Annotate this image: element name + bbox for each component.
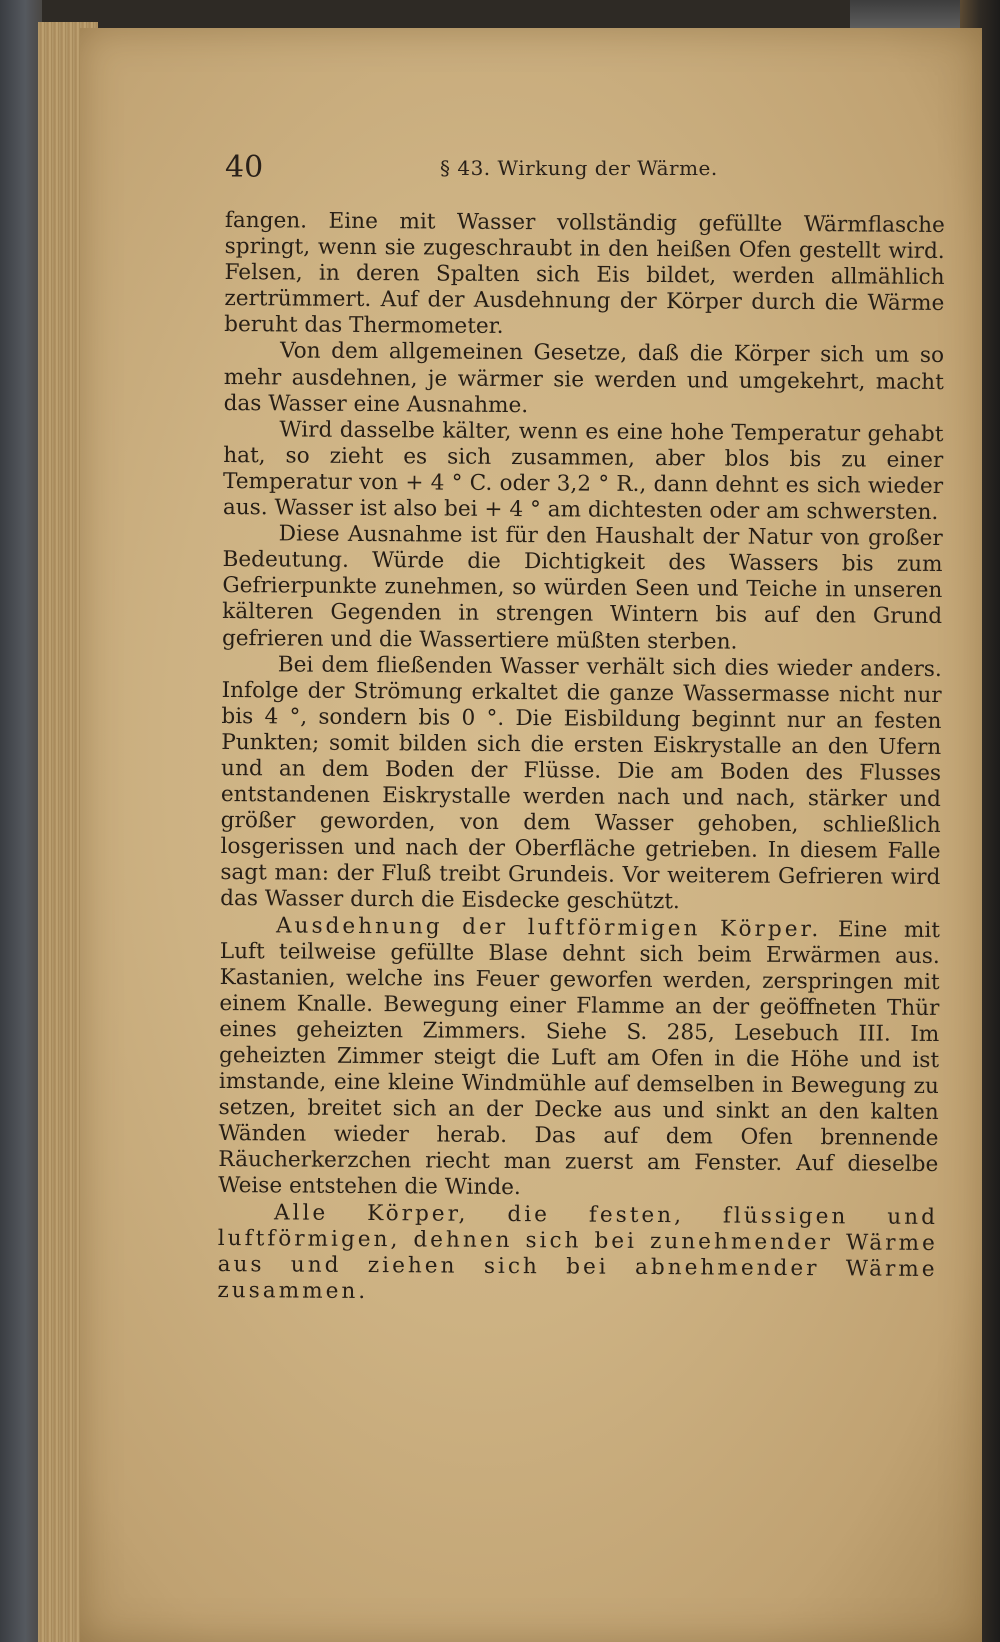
spaced-rule-statement: Alle Körper, die festen, flüssigen und luftförmigen, dehnen sich bei zunehmender Wärme aus und ziehen sich bei abnehmender Wärme zusammen. (217, 1199, 939, 1304)
paragraph-text: Bei dem fließenden Wasser verhält sich dies wieder anders. Infolge der Strömung erkaltet die ganze Wassermasse nicht nur bis 4 °, sondern bis 0 °. Die Eisbildung beginnt nur an festen Punkten; somit bilden sich die ersten Eiskrystalle an den Ufern und an dem Boden der Flüsse. Die am Boden des Flusses entstandenen Eiskrystalle werden nach und nach, stärker und größer geworden, von dem Wasser gehoben, schließlich losgerissen und nach der Oberfläche getrieben. In diesem Falle sagt man: der Fluß treibt Grundeis. Vor weiterem Gefrieren wird das Wasser durch die Eisdecke geschützt. (220, 651, 942, 915)
running-head: § 43. Wirkung der Wärme. (440, 156, 718, 180)
paragraph (220, 652, 942, 918)
paragraph-text: Von dem allgemeinen Gesetze, daß die Körper sich um so mehr ausdehnen, je wärmer sie werden und umgekehrt, macht das Wasser eine Ausnahme. (223, 338, 945, 418)
paragraph (222, 521, 943, 656)
paragraph-text: fangen. Eine mit Wasser vollständig gefüllte Wärmflasche springt, wenn sie zugeschraubt in den heißen Ofen gestellt wird. Felsen, in deren Spalten sich Eis bildet, werden allmählich zertrümmert. Auf der Ausdehnung der Körper durch die Wärme beruht das Thermometer. (224, 208, 945, 340)
paragraph (224, 208, 945, 343)
spaced-heading: Ausdehnung der luftförmigen Körper. (275, 912, 822, 942)
paragraph (218, 913, 940, 1205)
paragraph-text: Diese Ausnahme ist für den Haushalt der Natur von großer Bedeutung. Würde die Dichtigkeit des Wassers bis zum Gefrierpunkte zunehmen, so würden Seen und Teiche in unseren kälteren Gegenden in strengen Wintern bis auf den Grund gefrieren und die Wassertiere müßten sterben. (221, 521, 943, 655)
paragraph (223, 417, 944, 526)
book-cover-edge (0, 0, 42, 1642)
book-page (80, 28, 982, 1642)
page-number: 40 (225, 150, 264, 185)
paragraph-text: Wird dasselbe kälter, wenn es eine hohe Temperatur gehabt hat, so zieht es sich zusammen, aber blos bis zu einer Temperatur von + 4 ° C. oder 3,2 ° R., dann dehnt es sich wieder aus. Wasser ist also bei + 4 ° am dichtesten oder am schwersten. (222, 417, 944, 526)
paragraph (217, 1200, 938, 1309)
page-header (225, 150, 922, 190)
paragraph-text: Eine mit Luft teilweise gefüllte Blase dehnt sich beim Erwärmen aus. Kastanien, welche ins Feuer geworfen werden, zerspringen mit einem Knalle. Bewegung einer Flamme an der geöffneten Thür eines geheizten Zimmers. Siehe S. 285, Lesebuch III. Im geheizten Zimmer steigt die Luft am Ofen in die Höhe und ist imstande, eine kleine Windmühle auf demselben in Bewegung zu setzen, breitet sich an der Decke aus und sinkt an den kalten Wänden wieder herab. Das auf dem Ofen brennende Räucherkerzchen riecht man zuerst am Fenster. Auf dieselbe Weise entstehen die Winde. (218, 916, 941, 1201)
paragraph (224, 338, 945, 421)
body-text (217, 208, 945, 1309)
